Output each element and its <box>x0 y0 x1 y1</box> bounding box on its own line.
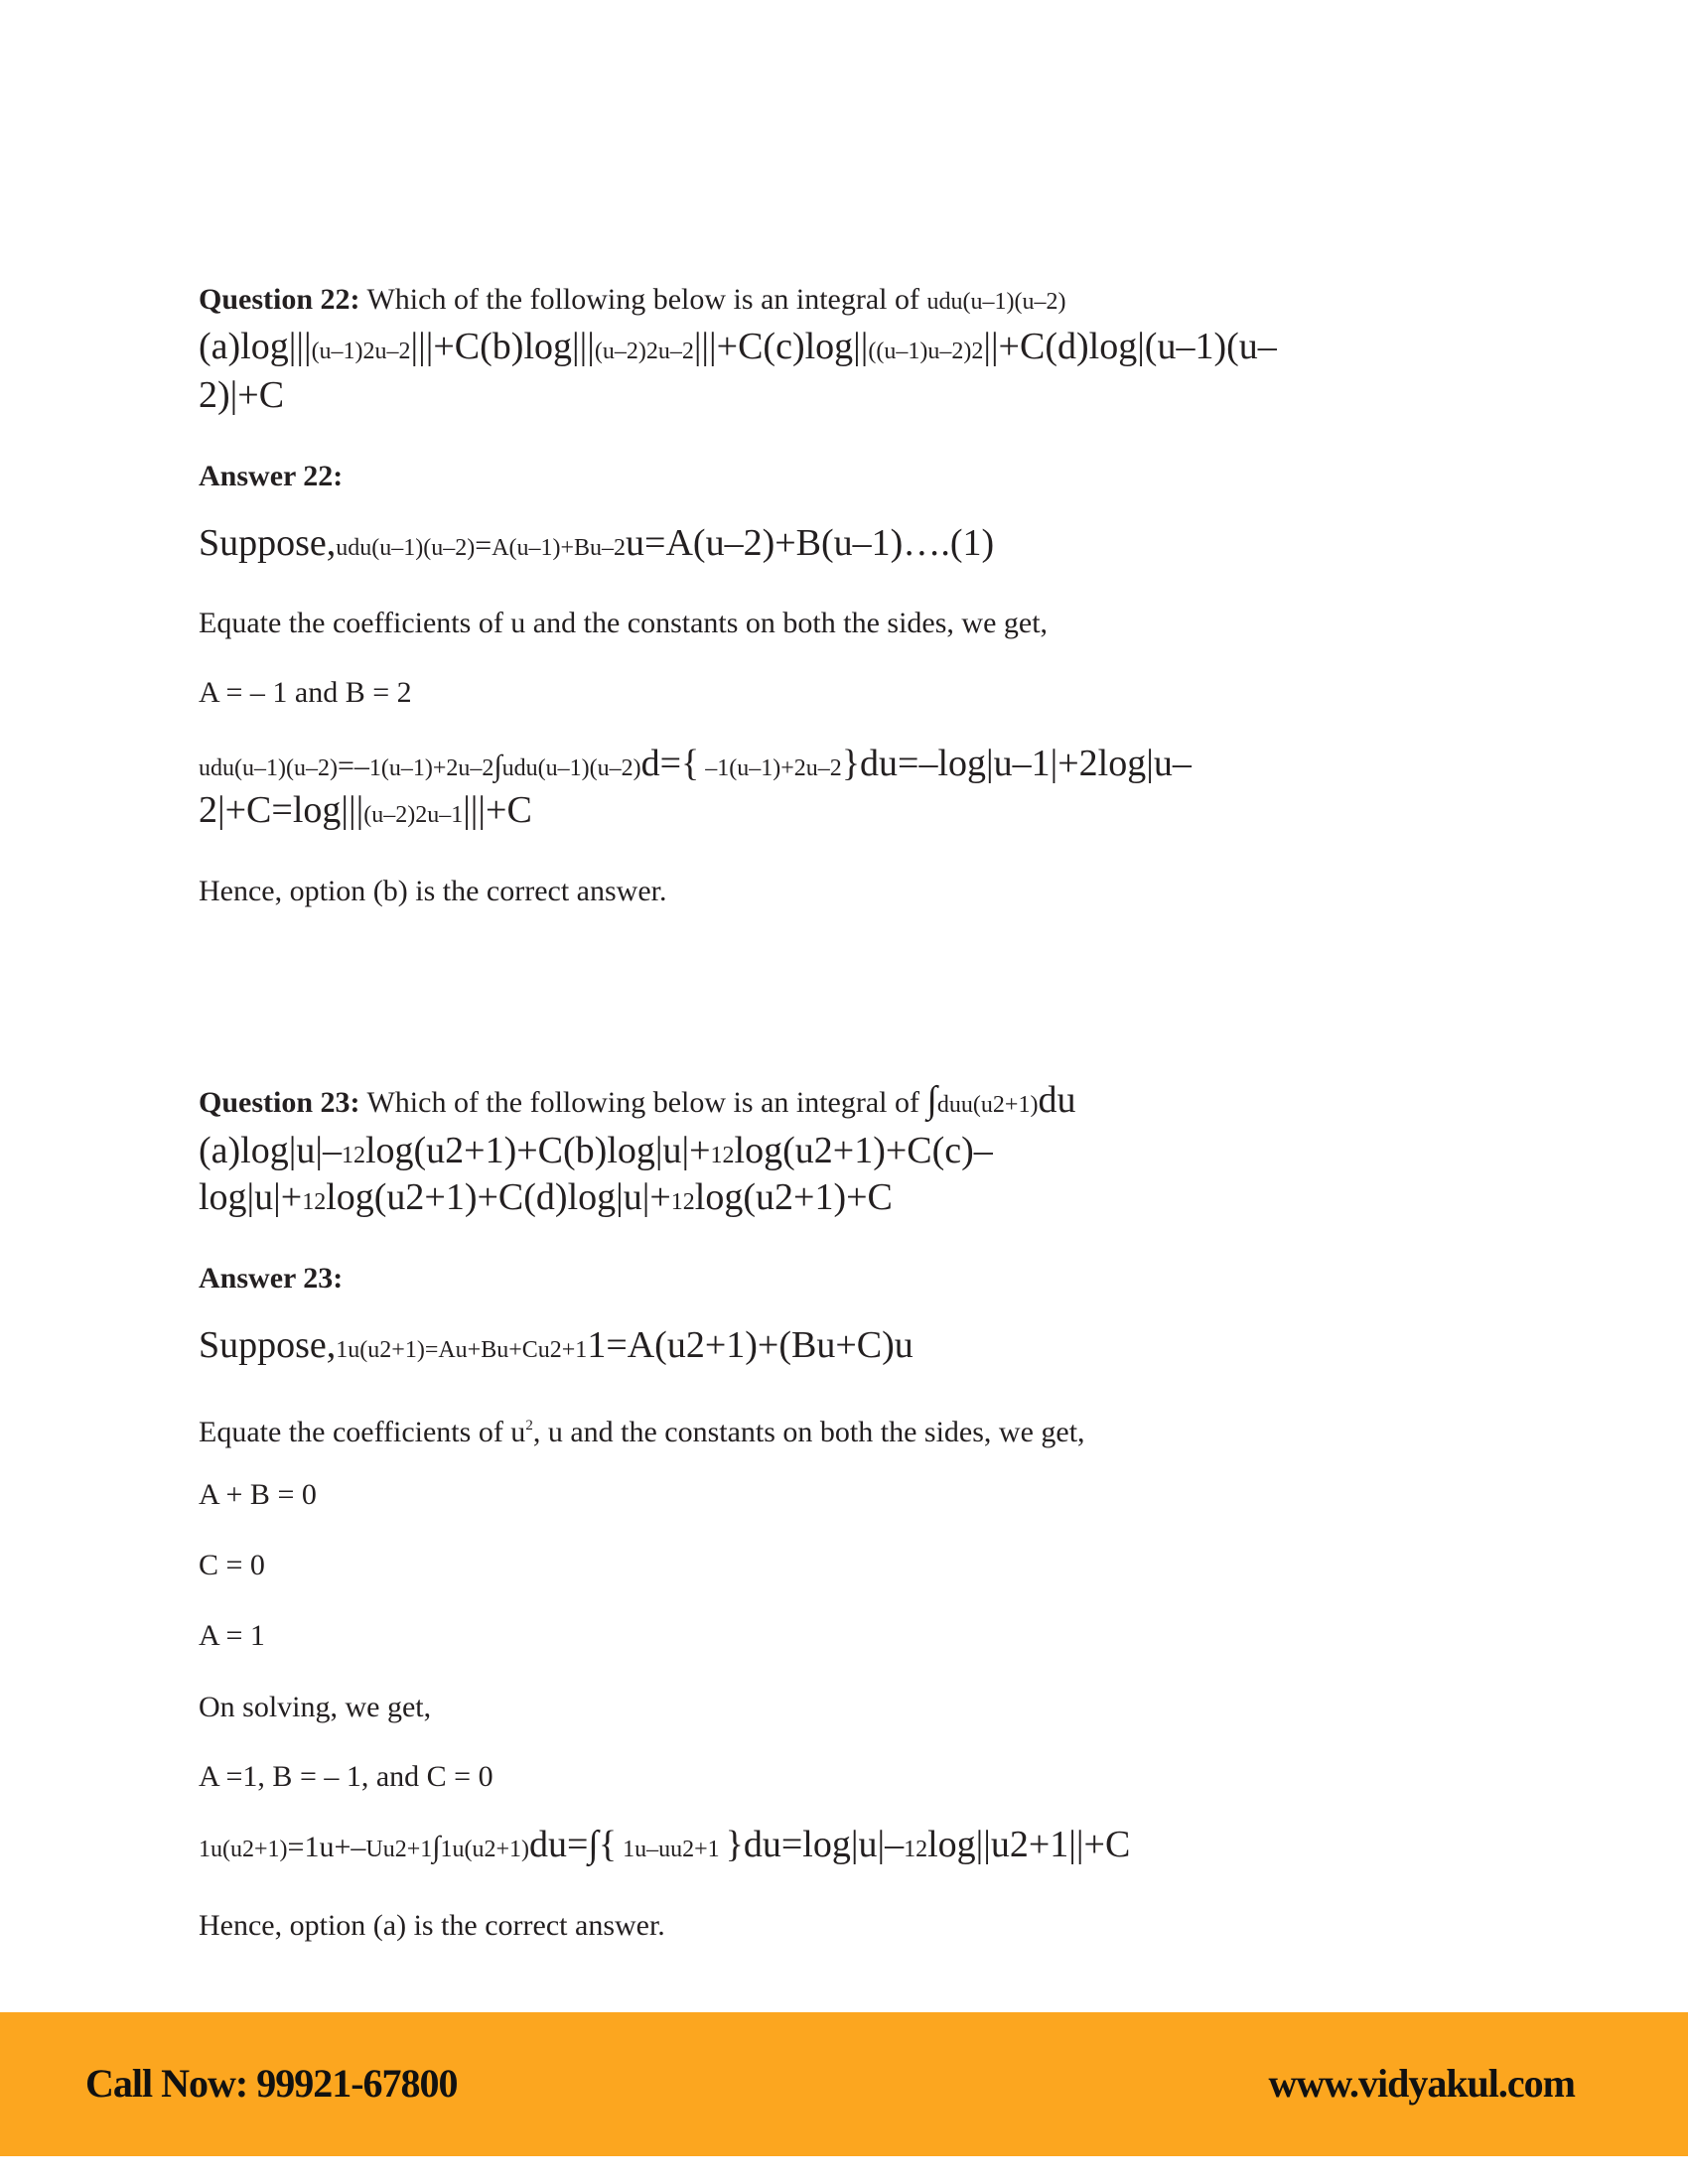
text-segment: 12 <box>904 1837 928 1862</box>
answer-23-heading <box>199 1257 343 1300</box>
question-22-options-line1 <box>199 325 1277 368</box>
text-segment: A + B = 0 <box>199 1478 317 1511</box>
footer-banner <box>0 2012 1688 2156</box>
text-segment: 1u(u2+1)=Au+Bu+Cu2+1 <box>336 1337 588 1363</box>
text-segment: log(u2+1)+C <box>694 1176 893 1218</box>
text-segment: A(u–1)+Bu–2 <box>492 535 627 561</box>
text-segment: |||+C <box>463 789 532 831</box>
call-now-text: Call Now: 99921-67800 <box>85 2061 458 2106</box>
text-segment: ∫ <box>432 1831 441 1863</box>
text-segment: }du=log|u|– <box>725 1824 905 1865</box>
answer-22-integral-line2 <box>199 788 532 832</box>
text-segment: log(u2+1)+C(d)log|u|+ <box>326 1176 671 1218</box>
text-segment: u=A(u–2)+B(u–1)….(1) <box>626 522 995 564</box>
text-segment: =– <box>337 750 369 782</box>
text-segment: ||+C(d)log|(u–1)(u– <box>983 326 1277 367</box>
text-segment: 1u(u2+1) <box>199 1837 288 1862</box>
answer-22-conclusion <box>199 870 667 913</box>
text-segment: 12 <box>670 1189 695 1215</box>
text-segment: A = – 1 and B = 2 <box>199 676 412 709</box>
text-segment: –1(u–1)+2u–2 <box>699 755 842 781</box>
text-segment: }du=–log|u–1|+2log|u– <box>841 743 1192 784</box>
text-segment: ((u–1)u–2)2 <box>868 339 984 364</box>
text-segment: 1=A(u2+1)+(Bu+C)u <box>587 1324 914 1366</box>
text-segment: (a)log||| <box>199 326 312 367</box>
answer-22-values <box>199 671 412 715</box>
question-22-prompt <box>199 278 1065 322</box>
text-segment: C = 0 <box>199 1549 265 1581</box>
answer-23-solving <box>199 1686 431 1729</box>
text-segment: duu(u2+1) <box>936 1092 1039 1118</box>
text-segment: udu(u–1)(u–2) <box>926 289 1066 315</box>
text-segment: 12 <box>302 1189 327 1215</box>
answer-23-equate <box>199 1404 1085 1447</box>
text-segment: Suppose, <box>199 522 337 564</box>
text-segment: log||u2+1||+C <box>927 1824 1131 1865</box>
answer-23-suppose <box>199 1323 914 1367</box>
question-23-prompt <box>199 1078 1075 1122</box>
answer-23-conclusion <box>199 1904 665 1948</box>
text-segment: Suppose, <box>199 1324 337 1366</box>
text-segment: (u–2)2u–1 <box>363 802 464 828</box>
text-segment: ∫ <box>926 1079 937 1121</box>
text-segment: udu(u–1)(u–2) <box>199 755 338 781</box>
text-segment: 12 <box>710 1143 735 1168</box>
text-segment: d={ <box>640 743 700 784</box>
text-segment: log(u2+1)+C(b)log|u|+ <box>364 1130 711 1171</box>
text-segment: Equate the coefficients of u <box>199 1416 526 1448</box>
text-segment: 2|+C=log||| <box>199 789 364 831</box>
text-segment: 2 <box>525 1418 533 1433</box>
text-segment: (u–2)2u–2 <box>594 339 694 364</box>
answer-23-eq1 <box>199 1473 317 1517</box>
answer-23-integral <box>199 1823 1130 1866</box>
text-segment: 1u(u2+1) <box>440 1837 529 1862</box>
text-segment: Which of the following below is an integral of <box>359 1086 927 1119</box>
text-segment: Hence, option (a) is the correct answer. <box>199 1909 665 1942</box>
text-segment: Equate the coefficients of u and the constants on both the sides, we get, <box>199 607 1049 639</box>
text-segment: 1(u–1)+2u–2 <box>368 755 494 781</box>
answer-23-values <box>199 1755 493 1799</box>
text-segment: , u and the constants on both the sides, we get, <box>532 1416 1085 1448</box>
answer-22-equate <box>199 602 1048 645</box>
text-segment: du=∫{ <box>529 1824 618 1865</box>
text-segment: log|u|+ <box>199 1176 303 1218</box>
question-23-options-line1 <box>199 1129 993 1172</box>
text-segment: du <box>1038 1079 1076 1121</box>
text-segment: (u–1)2u–2 <box>311 339 411 364</box>
text-segment: Answer 23: <box>199 1262 344 1295</box>
text-segment: 2)|+C <box>199 374 285 416</box>
text-segment: =1u+– <box>287 1831 366 1863</box>
text-segment: Answer 22: <box>199 460 344 492</box>
text-segment: A =1, B = – 1, and C = 0 <box>199 1760 493 1793</box>
question-22-options-line2 <box>199 373 284 417</box>
answer-22-suppose <box>199 521 994 565</box>
text-segment: Uu2+1 <box>365 1837 433 1862</box>
text-segment: 1u–uu2+1 <box>617 1837 726 1862</box>
answer-22-integral-line1 <box>199 742 1192 785</box>
text-segment: |||+C(c)log|| <box>693 326 869 367</box>
answer-23-eq3 <box>199 1614 265 1658</box>
text-segment: (a)log|u|– <box>199 1130 342 1171</box>
text-segment: log(u2+1)+C(c)– <box>734 1130 993 1171</box>
text-segment: Hence, option (b) is the correct answer. <box>199 875 667 907</box>
text-segment: = <box>475 529 492 562</box>
text-segment: udu(u–1)(u–2) <box>336 535 476 561</box>
text-segment: udu(u–1)(u–2) <box>501 755 641 781</box>
text-segment: Question 22: <box>199 283 360 316</box>
text-segment: |||+C(b)log||| <box>410 326 595 367</box>
text-segment: Which of the following below is an integral of <box>359 283 927 316</box>
website-link[interactable]: www.vidyakul.com <box>1268 2061 1575 2106</box>
answer-23-eq2 <box>199 1544 265 1587</box>
text-segment: ∫ <box>493 750 502 782</box>
answer-22-heading <box>199 455 343 498</box>
text-segment: Question 23: <box>199 1086 360 1119</box>
text-segment: On solving, we get, <box>199 1691 432 1723</box>
question-23-options-line2 <box>199 1175 893 1219</box>
text-segment: A = 1 <box>199 1619 265 1652</box>
text-segment: 12 <box>341 1143 365 1168</box>
